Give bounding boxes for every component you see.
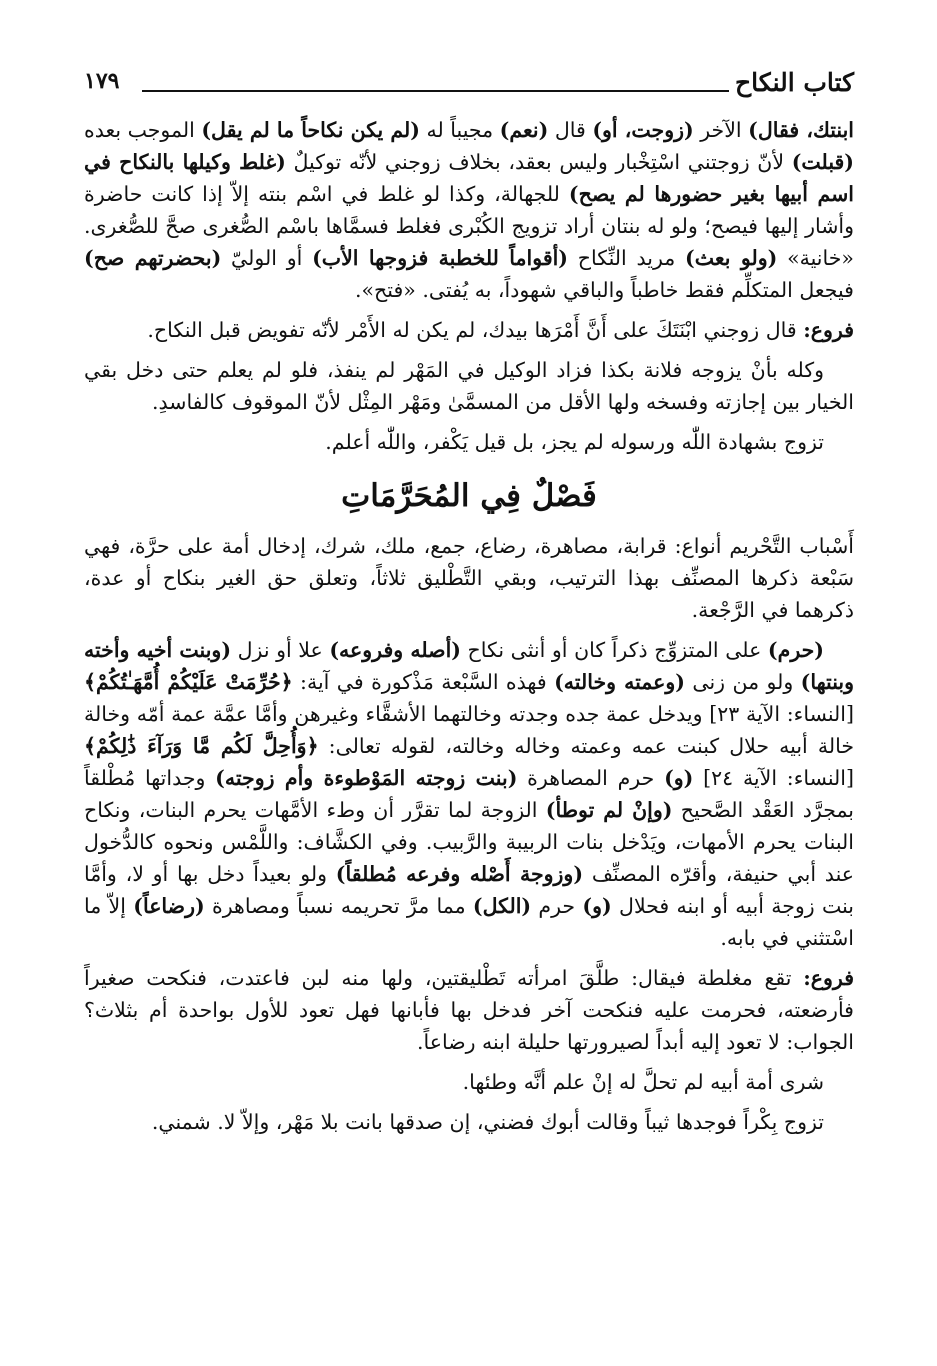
sharh-text: حرم: [531, 894, 583, 918]
sharh-text: الموجب بعده: [84, 118, 202, 142]
matn-text: (زوجت، أو): [592, 118, 694, 142]
sharh-text: [النساء: الآية ٢٤]: [693, 766, 854, 790]
matn-text: (أصله وفروعه): [329, 638, 461, 662]
matn-text: (الكل): [472, 894, 532, 918]
matn-text: (حرم): [767, 638, 824, 662]
sharh-text: مما مرَّ تحريمه نسباً ومصاهرة: [204, 894, 473, 918]
matn-text: ابنتك، فقال): [748, 118, 854, 142]
sharh-text: لأنّ زوجتني اسْتِخْبار وليس بعقد، بخلاف زوجني لأنّه توكيلٌ: [285, 150, 792, 174]
page-number: ١٧٩: [84, 68, 120, 94]
sharh-text: علا أو نزل: [231, 638, 330, 662]
paragraph-8: شرى أمة أبيه لم تحلَّ له إنْ علم أنَّه وطئها.: [462, 1070, 824, 1094]
sharh-text: إلاّ ما اسْتثني في بابه.: [84, 894, 854, 950]
sharh-text: قال زوجني ابْنَتَكَ على أَنَّ أَمْرَها بيدك، لم يكن له الأَمْر لأنّه تفويض قبل النكاح.: [147, 318, 804, 342]
sharh-text: ولو بعيداً دخل بها أو لا، وأمَّا بنت زوجة أبيه أو ابنه فحلال: [84, 862, 854, 918]
sharh-text: للجهالة، وكذا لو غلط في اسْم بنته إلاّ إذا كانت حاضرة وأشار إليها فيصح؛ ولو له بنتان أراد تزويج الكُبْرى فغلط فسمَّاها باسْم الصُّغرى صحَّ للصُّغرى. «خانية»: [84, 182, 854, 270]
matn-text: (بحضرتهم صح): [84, 246, 222, 270]
sharh-text: [النساء: الآية ٢٣] ويدخل عمة جده وجدته وخالتهما الأشقَّاء وغيرهن وأمَّا عمَّة عمة أمّه وخالة خالة أبيه حلال كبنت عمه وعمته وخاله وخالته، لقوله تعالى:: [84, 702, 854, 758]
sharh-text: الآخر: [693, 118, 749, 142]
paragraph-7: [84, 962, 854, 1058]
matn-text: (و): [664, 766, 694, 790]
sharh-text: أو الوليّ: [221, 246, 313, 270]
sharh-text: مجيباً له: [419, 118, 500, 142]
paragraph-3: وكله بأنْ يزوجه فلانة بكذا فزاد الوكيل في المَهْر لم ينفذ، فلو لم يعلم حتى دخل بقي الخيار بين إجازته وفسخه ولها الأقل من المسمَّىٰ ومَهْر المِثْل لأنّ الموقوف كالفاسدِ.: [84, 358, 854, 414]
sharh-text: حرم المصاهرة: [517, 766, 665, 790]
page-body: [84, 114, 854, 1146]
matn-text: (وزوجة أَصْله وفرعه مُطلقاً): [335, 862, 584, 886]
quran-verse: ﴿حُرِّمَتْ عَلَيْكُمْ أُمَّهَـٰتُكُمْ﴾: [84, 670, 293, 694]
branch-label: فروع:: [803, 318, 854, 342]
page-header: [84, 66, 854, 106]
matn-text: (ولو بعث): [685, 246, 778, 270]
sharh-text: وجداتها مُطْلقاً بمجرَّد العَقْد الصَّحيح: [84, 766, 854, 822]
paragraph-1: [84, 114, 854, 306]
matn-text: (وبنت أخيه وأخته وبنتها): [84, 638, 855, 694]
sharh-text: فيجعل المتكلِّم فقط خاطباً والباقي شهوداً، به يُفتى. «فتح».: [355, 278, 854, 302]
matn-text: (غلط وكيلها بالنكاح في اسم أبيها بغير حضورها لم يصح): [84, 150, 854, 206]
matn-text: (رضاعاً): [133, 894, 205, 918]
running-title: كتاب النكاح: [735, 68, 854, 97]
matn-text: (لم يكن نكاحاً ما لم يقل): [201, 118, 420, 142]
matn-text: (نعم): [499, 118, 549, 142]
matn-text: (قبلت): [791, 150, 855, 174]
matn-text: (وإنْ لم توطأ): [545, 798, 673, 822]
sharh-text: فهذه السَّبْعة مَذْكورة في آية:: [292, 670, 555, 694]
sharh-text: مريد النِّكاح: [568, 246, 686, 270]
matn-text: (و): [582, 894, 612, 918]
section-title: فَصْلٌ فِي المُحَرَّمَاتِ: [341, 478, 597, 514]
quran-verse: ﴿وَأُحِلَّ لَكُم مَّا وَرَآءَ ذَٰلِكُمْ﴾: [84, 734, 319, 758]
matn-text: (أقواماً للخطبة فزوجها الأب): [312, 246, 569, 270]
paragraph-9: تزوج بِكْراً فوجدها ثيباً وقالت أبوك فضني، إن صدقها بانت بلا مَهْر، وإلاّ لا. شمني.: [151, 1110, 824, 1134]
sharh-text: ولو من زنى: [684, 670, 801, 694]
sharh-text: الزوجة لما تقرَّر أن وطء الأمَّهات يحرم البنات، ونكاح البنات يحرم الأمهات، ويَدْخل بنات الربيبة والرَّبيب. وفي الكشَّاف: واللَّمْس ونحوه كالدُّخول عند أبي حنيفة، وأقرّه المصنِّف: [84, 798, 854, 886]
matn-text: (بنت زوجته المَوْطوءة وأم زوجته): [215, 766, 518, 790]
sharh-text: تقع مغلطة فيقال: طلَّقَ امرأته تَطْليقتين، ولها منه لبن فاعتدت، فنكحت صغيراً فأرضعته، فحرمت عليه فنكحت آخر فدخل بها فأبانها فهل تعود للأول بواحدة أم بثلاث؟ الجواب: لا تعود إليه أبداً لصيرورتها حليلة ابنه رضاعاً.: [84, 966, 854, 1054]
header-rule: [142, 90, 729, 92]
paragraph-4: تزوج بشهادة اللّٰه ورسوله لم يجز، بل قيل يَكْفر، واللّٰه أعلم.: [325, 430, 824, 454]
paragraph-2: [84, 314, 854, 346]
branch-label: فروع:: [803, 966, 854, 990]
paragraph-6: [84, 634, 854, 954]
paragraph-5: أَسْباب التَّحْريم أنواع: قرابة، مصاهرة، رضاع، جمع، ملك، شرك، إدخال أمة على حرَّة، فهي سَبْعة ذكرها المصنِّف بهذا الترتيب، وبقي التَّطْليق ثلاثاً، وتعلق حق الغير بنكاح أو عدة، ذكرهما في الرَّجْعة.: [84, 534, 854, 622]
sharh-text: على المتزوِّج ذكراً كان أو أنثى نكاح: [460, 638, 768, 662]
matn-text: (وعمته وخالته): [554, 670, 685, 694]
sharh-text: قال: [548, 118, 593, 142]
